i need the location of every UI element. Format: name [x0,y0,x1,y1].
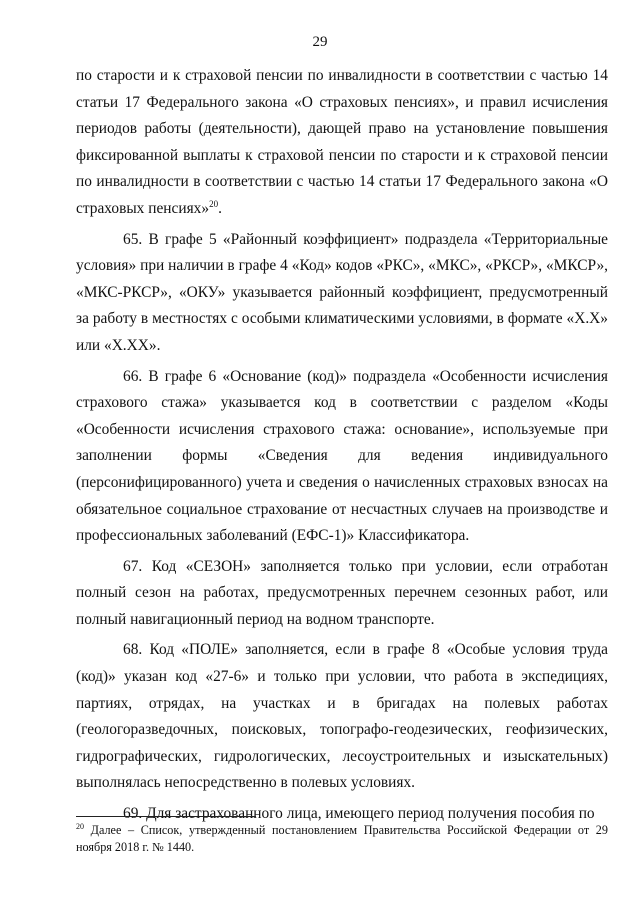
footnote-reference: 20 [209,198,219,209]
document-body [76,63,608,828]
paragraph-65: 65. В графе 5 «Районный коэффициент» подраздела «Территориальные условия» при наличии в графе 4 «Код» кодов «РКС», «МКС», «РКСР», «МКСР», «МКС-РКСР», «ОКУ» указывается районный коэффициент, предусмотренный за работу в местностях с особыми климатическими условиями, в формате «Х.Х» или «Х.ХХ». [76,230,608,354]
footnote-text: Далее – Список, утвержденный постановлением Правительства Российской Федерации от 29 ноября 2018 г. № 1440. [76,823,608,854]
page-number: 29 [312,34,328,50]
paragraph-tail: . [218,199,222,217]
footnote-number: 20 [76,821,84,831]
footnote [76,822,608,855]
footnote-separator [76,816,256,817]
paragraph-67: 67. Код «СЕЗОН» заполняется только при условии, если отработан полный сезон на работах, предусмотренных перечнем сезонных работ, или полный навигационный период на водном транспорте. [76,557,608,628]
paragraph-69: 69. Для застрахованного лица, имеющего период получения пособия по [123,805,595,823]
paragraph-66: 66. В графе 6 «Основание (код)» подраздела «Особенности исчисления страхового стажа» указывается код в соответствии с разделом «Коды «Особенности исчисления страхового стажа: основание», используемые при заполнении формы «Сведения для ведения индивидуального (персонифицированного) учета и сведения о начисленных страховых взносах на обязательное социальное страхование от несчастных случаев на производстве и профессиональных заболеваний (ЕФС-1)» Классификатора. [76,367,608,545]
paragraph-68: 68. Код «ПОЛЕ» заполняется, если в графе 8 «Особые условия труда (код)» указан код «27-6» и только при условии, что работа в экспедициях, партиях, отрядах, на участках и в бригадах на полевых работах (геологоразведочных, поисковых, топографо-геодезических, геофизических, гидрографических, гидрологических, лесоустроительных и изыскательных) выполнялась непосредственно в полевых условиях. [76,641,608,792]
paragraph-continuation [76,63,608,223]
paragraph-text: по старости и к страховой пенсии по инвалидности в соответствии с частью 14 статьи 17 Федерального закона «О страховых пенсиях», и правил исчисления периодов работы (деятельности), дающей право на установление повышения фиксированной выплаты к страховой пенсии по старости и к страховой пенсии по инвалидности в соответствии с частью 14 статьи 17 Федерального закона «О страховых пенсиях» [76,67,608,217]
